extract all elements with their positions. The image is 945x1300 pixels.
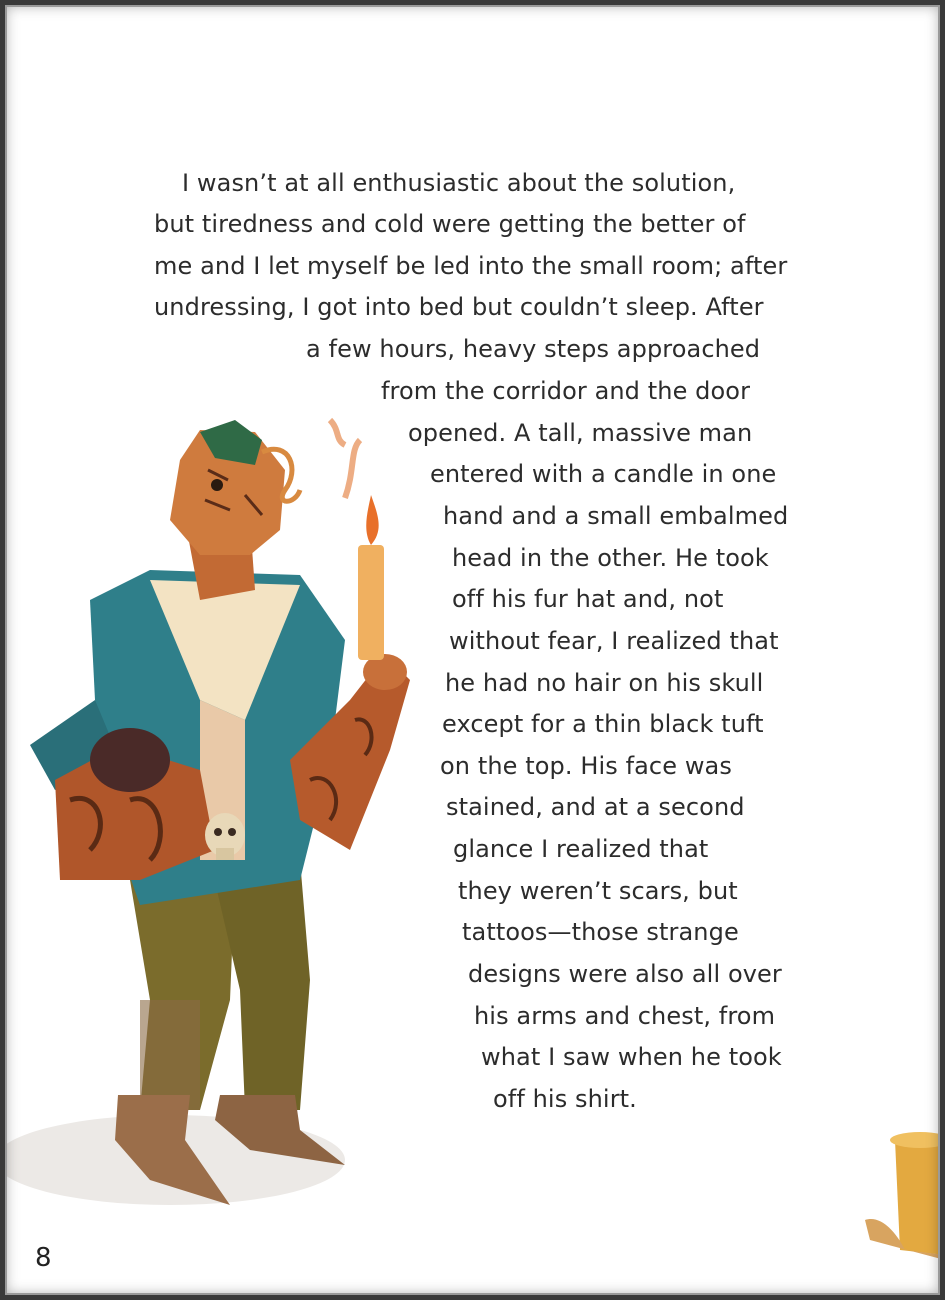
story-line: on the top. His face was — [440, 752, 732, 780]
story-line: entered with a candle in one — [430, 460, 777, 488]
fur-hat-icon — [90, 728, 170, 792]
story-line: glance I realized that — [453, 835, 709, 863]
story-line: from the corridor and the door — [381, 377, 751, 405]
story-line: tattoos—those strange — [462, 918, 739, 946]
page-number: 8 — [35, 1243, 52, 1273]
story-line: he had no hair on his skull — [445, 669, 764, 697]
story-line: what I saw when he took — [481, 1043, 782, 1071]
story-line: except for a thin black tuft — [442, 710, 764, 738]
story-line: they weren’t scars, but — [458, 877, 738, 905]
story-line: his arms and chest, from — [474, 1002, 776, 1030]
story-line: undressing, I got into bed but couldn’t sleep. After — [154, 293, 764, 321]
story-line: head in the other. He took — [452, 544, 769, 572]
story-line: hand and a small embalmed — [443, 502, 789, 530]
story-line: without fear, I realized that — [449, 627, 779, 655]
candle-icon — [330, 420, 384, 660]
story-line: I wasn’t at all enthusiastic about the solution, — [182, 169, 736, 197]
story-line: off his fur hat and, not — [452, 585, 724, 613]
story-line: opened. A tall, massive man — [408, 419, 753, 447]
story-line: me and I let myself be led into the small room; after — [154, 252, 788, 280]
cup-icon — [865, 1132, 945, 1260]
story-line: a few hours, heavy steps approached — [306, 335, 761, 363]
story-line: stained, and at a second — [446, 793, 745, 821]
story-line: designs were also all over — [468, 960, 782, 988]
story-line: but tiredness and cold were getting the better of — [154, 210, 746, 238]
story-line: off his shirt. — [493, 1085, 637, 1113]
